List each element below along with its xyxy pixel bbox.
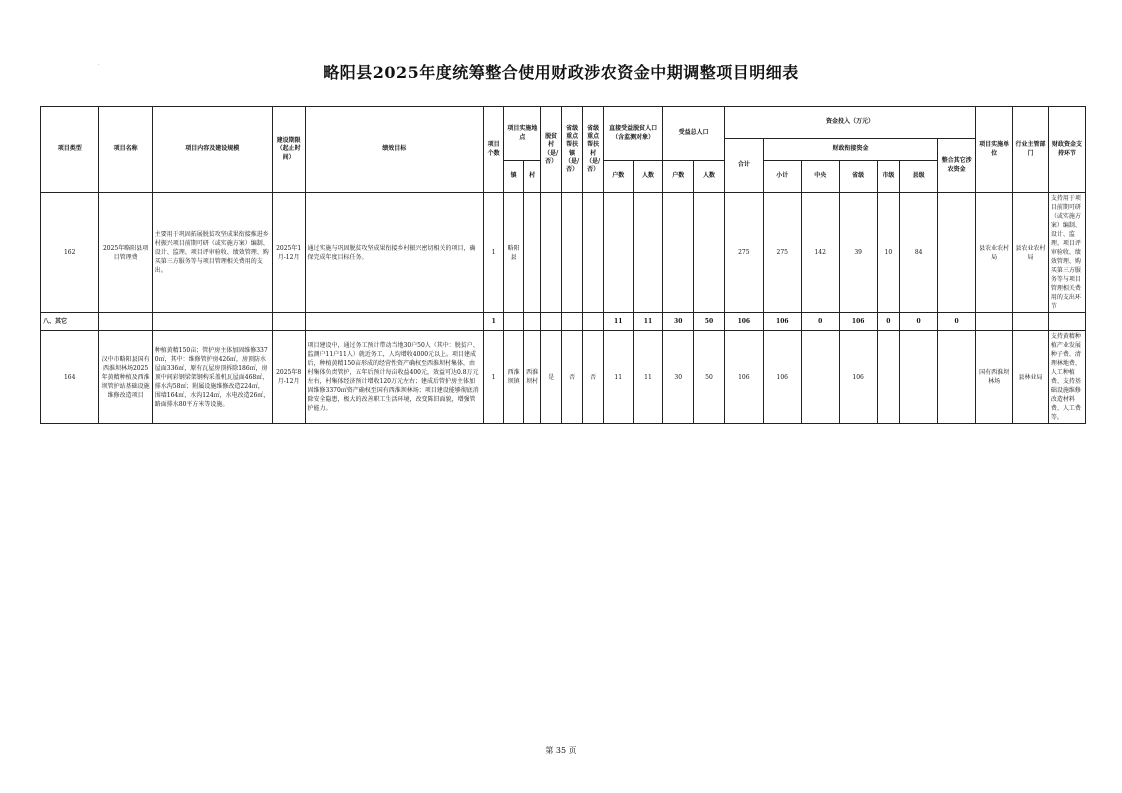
header-total: 合计	[724, 139, 763, 193]
cell-provincial: 106	[839, 331, 877, 424]
cell-subtotal: 106	[763, 313, 801, 331]
header-dept: 行业主管部门	[1013, 107, 1049, 193]
cell-city: 0	[877, 313, 900, 331]
cell-period: 2025年1月-12月	[272, 193, 305, 313]
header-benefit-households: 户数	[663, 161, 694, 193]
cell-goal	[305, 313, 483, 331]
header-name: 项目名称	[99, 107, 152, 193]
header-town: 镇	[504, 161, 523, 193]
cell-provincial: 39	[839, 193, 877, 313]
header-goal: 绩效目标	[305, 107, 483, 193]
cell-key-town: 否	[561, 331, 583, 424]
cell-dept	[1013, 313, 1049, 331]
cell-benefit-households: 30	[663, 313, 694, 331]
cell-direct-people: 11	[633, 331, 663, 424]
table-row	[41, 313, 1086, 331]
cell-total: 106	[724, 313, 763, 331]
header-other: 整合其它涉农资金	[938, 139, 976, 193]
header-direct-people: 人数	[633, 161, 663, 193]
cell-key-town	[561, 193, 583, 313]
header-type: 项目类型	[41, 107, 99, 193]
header-poor-village: 脱贫村（是/否）	[541, 107, 562, 193]
cell-city: 10	[877, 193, 900, 313]
header-provincial: 省级	[839, 161, 877, 193]
cell-support: 支持用于项目前期可研（或实施方案）编制、设计、监理、项目评审验收、绩效管理、购买第三方服务等与项目管理相关费用的支出环节	[1048, 193, 1085, 313]
cell-benefit-people: 50	[694, 331, 725, 424]
cell-period: 2025年8月-12月	[272, 331, 305, 424]
cell-dept: 县农业农村局	[1013, 193, 1049, 313]
header-key-village: 省级重点帮扶村（是/否）	[583, 107, 604, 193]
header-subtotal: 小计	[763, 161, 801, 193]
cell-direct-people: 11	[633, 313, 663, 331]
header-village: 村	[523, 161, 540, 193]
header-key-town: 省级重点帮扶镇（是/否）	[561, 107, 583, 193]
cell-type: 164	[41, 331, 99, 424]
header-direct-households: 户数	[603, 161, 633, 193]
cell-period	[272, 313, 305, 331]
cell-count: 1	[483, 193, 504, 313]
cell-central	[801, 331, 839, 424]
cell-central: 0	[801, 313, 839, 331]
cell-village	[523, 313, 540, 331]
header-unit: 项目实施单位	[976, 107, 1013, 193]
table-row	[41, 193, 1086, 313]
header-content: 项目内容及建设规模	[152, 107, 272, 193]
cell-unit: 县农业农村局	[976, 193, 1013, 313]
cell-provincial: 106	[839, 313, 877, 331]
cell-key-village	[583, 193, 604, 313]
table-row	[41, 331, 1086, 424]
cell-county: 0	[900, 313, 938, 331]
cell-name	[99, 313, 152, 331]
cell-total: 275	[724, 193, 763, 313]
cell-content: 种植黄精150亩；管护房主体加固维修3370㎡，其中：维修管护房426㎡，房顶防水屋面336㎡，原有瓦屋房顶拆除186㎡，房顶中间彩钢梁架钢构采盖机瓦屋面468㎡，排水沟58㎡；附属设施维修改造224㎡，围墙164㎡，水沟124㎡，水电改造26㎡，路面排水80平方米等设施。	[152, 331, 272, 424]
cell-content	[152, 313, 272, 331]
cell-type: 八、其它	[41, 313, 99, 331]
page-number: 第 35 页	[545, 746, 577, 755]
header-city: 市级	[877, 161, 900, 193]
cell-poor-village: 是	[541, 331, 562, 424]
cell-name: 2025年略阳县项目管理费	[99, 193, 152, 313]
cell-type: 162	[41, 193, 99, 313]
cell-poor-village	[541, 313, 562, 331]
cell-benefit-people: 50	[694, 313, 725, 331]
cell-goal: 项目建设中，通过务工预计带动当地30户50人（其中：脱贫户、监测户11户11人）就近务工，人均增收4000元以上。项目建成后，种植黄精150亩形成的经营性资产确权至西淮坝村集体，由村集体负责管护，五年后预计每亩收益400元，效益可达0.8万元左右，村集体经济预计增收120万元左右；建成后管护房主体加固维修3370㎡资产确权至国有西淮坝林场；项目建设能够彻底消除安全隐患，极大的改善职工生活环境，改变陈旧面貌，增强管护能力。	[305, 331, 483, 424]
cell-direct-households	[603, 193, 633, 313]
cell-other	[938, 331, 976, 424]
cell-unit: 国有西淮坝林场	[976, 331, 1013, 424]
header-location: 项目实施地点	[504, 107, 541, 161]
cell-subtotal: 106	[763, 331, 801, 424]
cell-town: 略阳县	[504, 193, 523, 313]
cell-subtotal: 275	[763, 193, 801, 313]
cell-other	[938, 193, 976, 313]
cell-benefit-households	[663, 193, 694, 313]
cell-dept: 县林业局	[1013, 331, 1049, 424]
page-title: 略阳县2025年度统筹整合使用财政涉农资金中期调整项目明细表	[323, 63, 799, 82]
cell-village	[523, 193, 540, 313]
cell-count: 1	[483, 313, 504, 331]
cell-direct-households: 11	[603, 331, 633, 424]
scan-mark: ·	[98, 62, 100, 68]
header-direct: 直接受益脱贫人口（含监测对象）	[603, 107, 662, 161]
cell-support: 支持黄精种植产业发展种子费、清理林地费、人工种植费、支持基础设施维修改造材料费、人工费等。	[1048, 331, 1085, 424]
header-county: 县级	[900, 161, 938, 193]
cell-name: 汉中市略阳县国有西淮坝林场2025年黄精种植及西淮坝管护站基础设施维修改造项目	[99, 331, 152, 424]
cell-goal: 通过实施与巩固脱贫攻坚成果衔接乡村振兴密切相关的项目，确保完成年度目标任务。	[305, 193, 483, 313]
header-period: 建设期限（起止时间）	[272, 107, 305, 193]
cell-poor-village	[541, 193, 562, 313]
cell-village: 西淮坝村	[523, 331, 540, 424]
cell-key-town	[561, 313, 583, 331]
cell-benefit-households: 30	[663, 331, 694, 424]
cell-support	[1048, 313, 1085, 331]
header-support: 财政资金支持环节	[1048, 107, 1085, 193]
cell-other: 0	[938, 313, 976, 331]
cell-direct-people	[633, 193, 663, 313]
cell-key-village: 否	[583, 331, 604, 424]
cell-direct-households: 11	[603, 313, 633, 331]
cell-city	[877, 331, 900, 424]
header-fiscal: 财政衔接资金	[763, 139, 937, 161]
cell-central: 142	[801, 193, 839, 313]
header-benefit: 受益总人口	[663, 107, 725, 161]
header-central: 中央	[801, 161, 839, 193]
cell-count: 1	[483, 331, 504, 424]
cell-key-village	[583, 313, 604, 331]
cell-town: 西淮坝镇	[504, 331, 523, 424]
cell-total: 106	[724, 331, 763, 424]
cell-benefit-people	[694, 193, 725, 313]
header-count: 项目个数	[483, 107, 504, 193]
cell-content: 主要用于巩固拓展脱贫攻坚成果衔接推进乡村振兴项目前期可研（或实施方案）编制、设计、监理、项目评审验收、绩效管理、购买第三方服务等与项目管理相关费用的支出。	[152, 193, 272, 313]
project-table	[40, 106, 1086, 424]
cell-county	[900, 331, 938, 424]
header-benefit-people: 人数	[694, 161, 725, 193]
cell-town	[504, 313, 523, 331]
header-funds: 资金投入（万元）	[724, 107, 975, 139]
cell-county: 84	[900, 193, 938, 313]
cell-unit	[976, 313, 1013, 331]
